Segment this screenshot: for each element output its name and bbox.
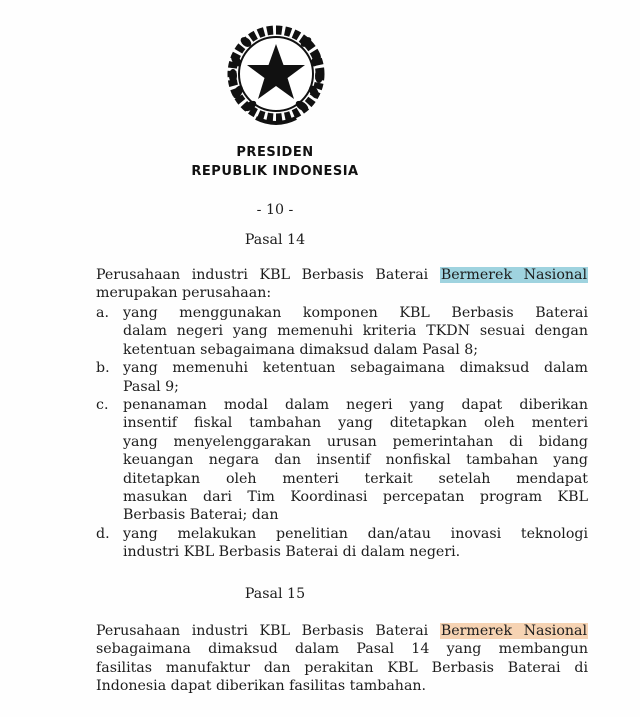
- list-line: yang menyelenggarakan urusan pemerintahan di bidang: [123, 433, 588, 450]
- garuda-emblem-icon: [222, 18, 330, 130]
- list-line: ketentuan sebagaimana dimaksud dalam Pasal 8;: [123, 341, 479, 358]
- pasal-15-paragraph: [96, 622, 588, 696]
- pasal-15-prefix: Perusahaan industri KBL Berbasis Baterai: [96, 623, 429, 639]
- list-marker: c.: [96, 397, 109, 414]
- list-line: dalam negeri yang memenuhi kriteria TKDN sesuai dengan: [123, 323, 588, 340]
- list-line: keuangan negara dan insentif nonfiskal tambahan yang: [123, 452, 588, 469]
- list-line: masukan dari Tim Koordinasi percepatan program KBL: [123, 489, 588, 506]
- list-item-d: [96, 525, 588, 562]
- list-line: yang memenuhi ketentuan sebagaimana dimaksud dalam: [123, 360, 588, 377]
- intro-prefix: Perusahaan industri KBL Berbasis Baterai: [96, 267, 429, 283]
- list-line: Berbasis Baterai; dan: [123, 507, 279, 524]
- header-presiden: PRESIDEN: [236, 145, 314, 160]
- pasal-14-title: Pasal 14: [244, 232, 306, 248]
- pasal-14-intro-line-1: [96, 266, 588, 284]
- list-item-b: [96, 359, 588, 396]
- list-marker: d.: [96, 525, 110, 542]
- list-item-a: [96, 304, 588, 359]
- highlight-bermerek-nasional: Bermerek Nasional: [440, 267, 588, 283]
- pasal-15-line-1: [96, 622, 588, 640]
- page-number: - 10 -: [256, 202, 294, 218]
- list-line: Pasal 9;: [123, 378, 179, 395]
- pasal-14-intro: [96, 266, 588, 303]
- list-line: yang menggunakan komponen KBL Berbasis Baterai: [123, 305, 588, 321]
- pasal-14-intro-line-2: merupakan perusahaan:: [96, 285, 272, 302]
- pasal-15-line: fasilitas manufaktur dan perakitan KBL Berbasis Baterai di: [96, 659, 588, 676]
- highlight-bermerek-nasional-2: Bermerek Nasional: [440, 623, 588, 639]
- pasal-15-line: Indonesia dapat diberikan fasilitas tambahan.: [96, 678, 427, 695]
- pasal-15-line: sebagaimana dimaksud dalam Pasal 14 yang membangun: [96, 641, 588, 658]
- header-republik: REPUBLIK INDONESIA: [191, 164, 359, 179]
- list-item-c: [96, 396, 588, 525]
- list-marker: b.: [96, 360, 110, 377]
- pasal-14-list: [96, 304, 588, 562]
- list-line: industri KBL Berbasis Baterai di dalam negeri.: [123, 544, 461, 561]
- list-line: insentif fiskal tambahan yang ditetapkan oleh menteri: [123, 415, 588, 432]
- list-marker: a.: [96, 305, 109, 321]
- list-line: yang melakukan penelitian dan/atau inovasi teknologi: [123, 525, 588, 542]
- list-line: penanaman modal dalam negeri yang dapat diberikan: [123, 397, 588, 414]
- list-line: ditetapkan oleh menteri terkait setelah mendapat: [123, 470, 588, 487]
- pasal-15-title: Pasal 15: [244, 586, 306, 602]
